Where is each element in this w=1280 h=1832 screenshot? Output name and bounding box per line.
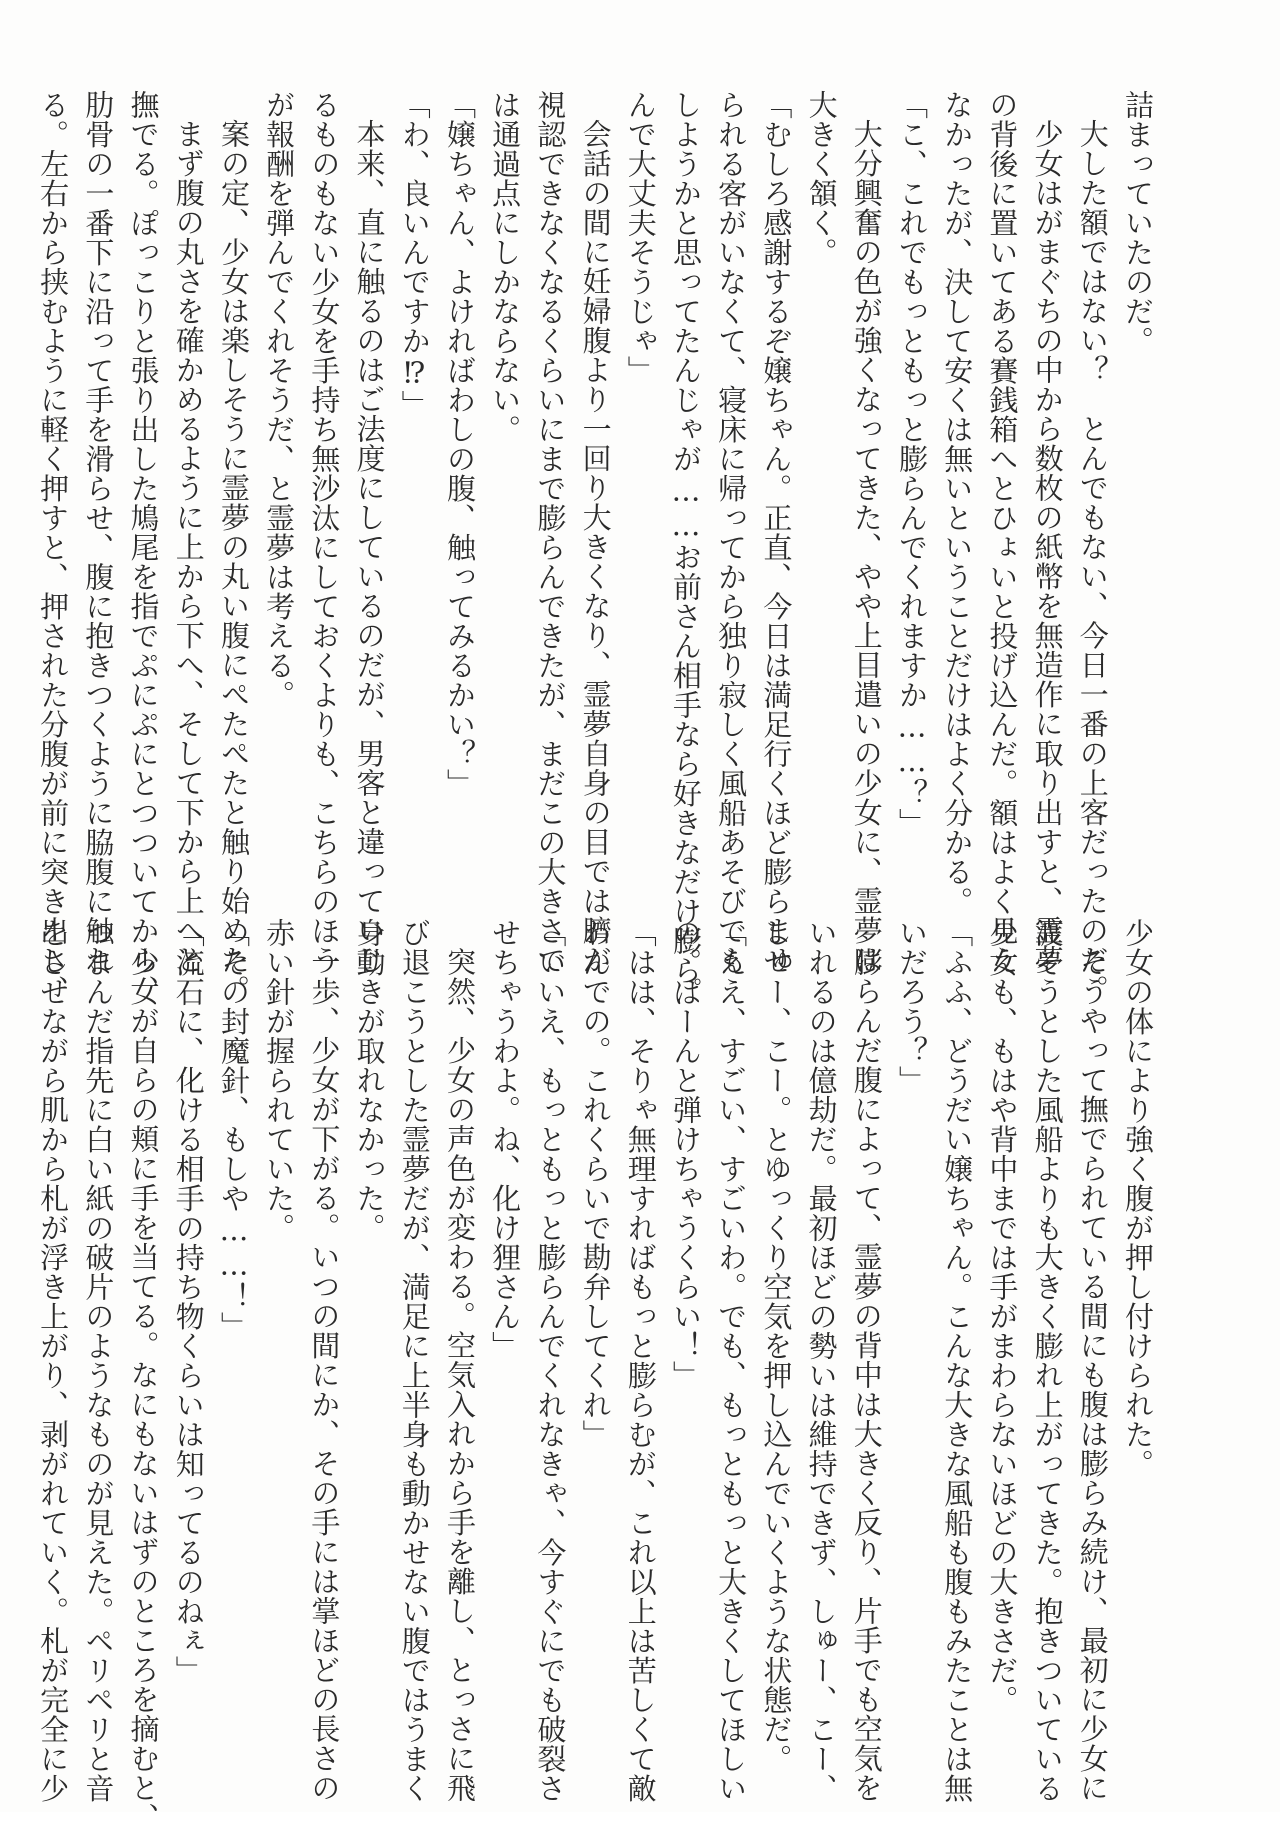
text-line: るものもない少女を手持ち無沙汰にしておくよりも、こちらのほう (307, 90, 342, 975)
text-line: が報酬を弾んでくれそうだ、と霊夢は考える。 (262, 90, 297, 710)
text-line: しようかと思ってたんじゃが……お前さん相手なら好きなだけ膨ら (668, 90, 703, 985)
text-line: 会話の間に妊婦腹より一回り大きくなり、霊夢自身の目では臍が (578, 119, 613, 975)
text-line: 渡そうとした風船よりも大きく膨れ上がってきた。抱きついている (1030, 918, 1065, 1803)
text-line: 大分興奮の色が強くなってきた、やや上目遣いの少女に、霊夢は (849, 119, 884, 975)
text-line: 少女はがまぐちの中から数枚の紙幣を無造作に取り出すと、霊夢 (1030, 119, 1065, 975)
text-line: いれるのは億劫だ。最初ほどの勢いは維持できず、しゅー、こー、 (804, 918, 839, 1803)
text-line: つまんだ指先に白い紙の破片のようなものが見えた。ペリペリと音 (81, 918, 116, 1803)
text-line: 視認できなくなるくらいにまで膨らんできたが、まだこの大きさで (533, 90, 568, 975)
text-line: 「ふふ、どうだい嬢ちゃん。こんな大きな風船も腹もみたことは無 (940, 918, 975, 1803)
text-line: 「流石に、化ける相手の持ち物くらいは知ってるのねぇ」 (171, 918, 206, 1685)
text-line: 「その封魔針、もしや……！」 (216, 918, 251, 1341)
text-line: 案の定、少女は楽しそうに霊夢の丸い腹にぺたぺたと触り始めた。 (216, 119, 251, 1004)
text-line: 一歩、少女が下がる。いつの間にか、その手には掌ほどの長さの (307, 947, 342, 1803)
text-line: 「わ、良いんですか⁉」 (397, 90, 432, 420)
text-line: 身動きが取れなかった。 (352, 918, 387, 1243)
upper-text-block (36, 90, 1160, 1005)
text-line: 「ええ、すごい、すごいわ。でも、もっともっと大きくしてほしい (714, 918, 749, 1803)
text-line: の背後に置いてある賽銭箱へとひょいと投げ込んだ。額はよく見え (985, 90, 1020, 975)
lower-text-block (36, 918, 1160, 1832)
text-line: そうやって撫でられている間にも腹は膨らみ続け、最初に少女に (1075, 947, 1110, 1803)
text-line: 膨らんだ腹によって、霊夢の背中は大きく反り、片手でも空気を (849, 947, 884, 1803)
text-line: る。左右から挟むように軽く押すと、押された分腹が前に突き出し、 (36, 90, 71, 1005)
text-line: 少女の体により強く腹が押し付けられた。 (1121, 918, 1155, 1479)
text-line: 本来、直に触るのはご法度にしているのだが、男客と違っていじ (352, 119, 387, 975)
text-line: んで大丈夫そうじゃ」 (623, 90, 658, 385)
text-line: 詰まっていたのだ。 (1121, 90, 1155, 356)
text-line: 「いいえ、もっともっと膨らんでくれなきゃ、今すぐにでも破裂さ (533, 918, 568, 1803)
text-line: 少女も、もはや背中までは手がまわらないほどの大きさだ。 (985, 918, 1020, 1715)
text-line: なかったが、決して安くは無いということだけはよく分かる。 (940, 90, 975, 916)
text-line: 赤い針が握られていた。 (262, 918, 297, 1243)
text-line: 「むしろ感謝するぞ嬢ちゃん。正直、今日は満足行くほど膨らませ (759, 90, 794, 975)
text-line: 撫でる。ぽっこりと張り出した鳩尾を指でぷにぷにとつついてから、 (126, 90, 161, 1005)
text-line: わんでの。これくらいで勘弁してくれ」 (578, 918, 613, 1449)
text-line: せちゃうわよ。ね、化け狸さん」 (488, 918, 523, 1361)
text-line: び退こうとした霊夢だが、満足に上半身も動かせない腹ではうまく (397, 918, 432, 1803)
text-line: の。ぱーんと弾けちゃうくらい！」 (668, 918, 703, 1390)
text-line: をさせながら肌から札が浮き上がり、剥がれていく。札が完全に少 (36, 918, 71, 1803)
text-line: 「こ、これでもっともっと膨らんでくれますか……？」 (894, 90, 929, 838)
text-line: いだろう？」 (894, 918, 929, 1095)
text-line: しゅー、こー。とゆっくり空気を押し込んでいくような状態だ。 (759, 918, 794, 1774)
text-line: 肋骨の一番下に沿って手を滑らせ、腹に抱きつくように脇腹に触れ (81, 90, 116, 975)
text-line: 突然、少女の声色が変わる。空気入れから手を離し、とっさに飛 (442, 947, 477, 1803)
text-line: 「はは、そりゃ無理すればもっと膨らむが、これ以上は苦しくて敵 (623, 918, 658, 1803)
text-line: まず腹の丸さを確かめるように上から下へ、そして下から上へと (171, 119, 206, 975)
text-line: られる客がいなくて、寝床に帰ってから独り寂しく風船あそびでも (714, 90, 749, 975)
text-line: 「嬢ちゃん、よければわしの腹、触ってみるかい？」 (442, 90, 477, 798)
text-line: 大きく頷く。 (804, 90, 839, 267)
text-line: 少女が自らの頬に手を当てる。なにもないはずのところを摘むと、 (126, 947, 161, 1832)
text-line: は通過点にしかならない。 (488, 90, 523, 444)
text-line: 大した額ではない？ とんでもない、今日一番の上客だったのだ。 (1075, 119, 1110, 1004)
